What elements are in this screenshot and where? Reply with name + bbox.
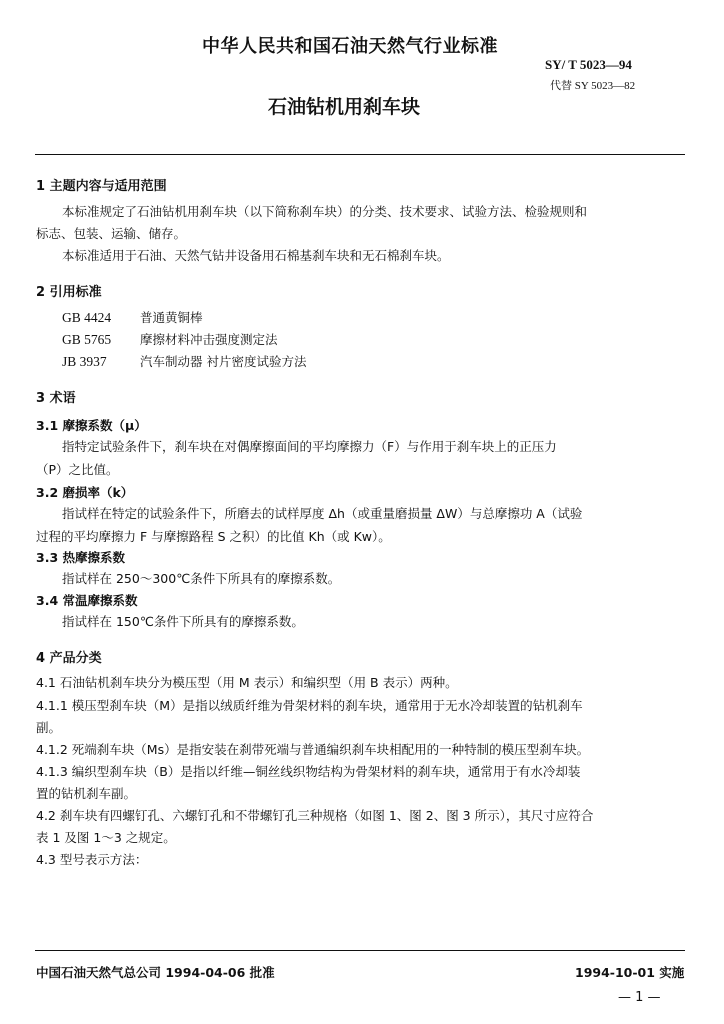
section-1-paragraph-1-line-1: 本标准规定了石油钻机用刹车块（以下简称刹车块）的分类、技术要求、试验方法、检验规则和: [62, 204, 588, 219]
term-3-1-heading: 3.1 摩擦系数（μ）: [36, 418, 147, 433]
clause-4-1-3-line-1: 4.1.3 编织型刹车块（B）是指以纤维—铜丝线织物结构为骨架材料的刹车块，通常用于有水冷却装: [36, 764, 581, 779]
reference-item: [62, 352, 306, 370]
clause-4-3: 4.3 型号表示方法：: [36, 852, 148, 867]
section-4-heading: 4 产品分类: [36, 651, 102, 666]
term-3-3-heading: 3.3 热摩擦系数: [36, 550, 125, 565]
section-1-paragraph-2: 本标准适用于石油、天然气钻井设备用石棉基刹车块和无石棉刹车块。: [62, 248, 450, 263]
term-3-1-line-2: （P）之比值。: [36, 462, 119, 477]
term-3-2-line-2: 过程的平均摩擦力 F 与摩擦路程 S 之积）的比值 Kh（或 Kw）。: [36, 529, 391, 544]
reference-item: [62, 308, 203, 326]
approval-date: 中国石油天然气总公司 1994-04-06 批准: [36, 965, 275, 980]
page-number: — 1 —: [618, 990, 661, 1005]
reference-item: [62, 330, 278, 348]
industry-standard-title: 中华人民共和国石油天然气行业标准: [202, 36, 498, 57]
implementation-date: 1994-10-01 实施: [575, 965, 685, 980]
clause-4-1-1-line-2: 副。: [36, 720, 62, 735]
section-1-paragraph-1-line-2: 标志、包装、运输、储存。: [36, 226, 187, 241]
document-title: 石油钻机用刹车块: [268, 96, 421, 118]
footer-divider: [35, 950, 685, 951]
clause-4-1: 4.1 石油钻机刹车块分为模压型（用 M 表示）和编织型（用 B 表示）两种。: [36, 675, 458, 690]
clause-4-1-3-line-2: 置的钻机刹车副。: [36, 786, 137, 801]
clause-4-1-2: 4.1.2 死端刹车块（Ms）是指安装在刹带死端与普通编织刹车块相配用的一种特制的模压型刹车块。: [36, 742, 590, 757]
term-3-2-heading: 3.2 磨损率（k）: [36, 485, 134, 500]
term-3-1-line-1: 指特定试验条件下，刹车块在对偶摩擦面间的平均摩擦力（F）与作用于刹车块上的正压力: [62, 439, 557, 454]
reference-code: GB 5765: [62, 332, 112, 347]
header-divider: [35, 154, 685, 155]
section-2-heading: 2 引用标准: [36, 285, 102, 300]
clause-4-2-line-2: 表 1 及图 1～3 之规定。: [36, 830, 176, 845]
clause-4-2-line-1: 4.2 刹车块有四螺钉孔、六螺钉孔和不带螺钉孔三种规格（如图 1、图 2、图 3 所示），其尺寸应符合: [36, 808, 594, 823]
term-3-4-heading: 3.4 常温摩擦系数: [36, 593, 138, 608]
term-3-3-line-1: 指试样在 250～300℃条件下所具有的摩擦系数。: [62, 571, 341, 586]
reference-code: GB 4424: [62, 310, 112, 325]
standard-code: SY/ T 5023—94: [545, 57, 632, 72]
term-3-4-line-1: 指试样在 150℃条件下所具有的摩擦系数。: [62, 614, 304, 629]
reference-code: JB 3937: [62, 354, 107, 369]
reference-title: 摩擦材料冲击强度测定法: [140, 332, 278, 347]
replaces-standard: 代替 SY 5023—82: [550, 80, 636, 92]
term-3-2-line-1: 指试样在特定的试验条件下，所磨去的试样厚度 Δh（或重量磨损量 ΔW）与总摩擦功 A（试验: [62, 506, 583, 521]
section-1-heading: 1 主题内容与适用范围: [36, 179, 167, 194]
reference-title: 普通黄铜棒: [140, 310, 203, 325]
reference-title: 汽车制动器 衬片密度试验方法: [140, 354, 307, 369]
section-3-heading: 3 术语: [36, 391, 76, 406]
clause-4-1-1-line-1: 4.1.1 模压型刹车块（M）是指以绒质纤维为骨架材料的刹车块，通常用于无水冷却装置的钻机刹车: [36, 698, 583, 713]
